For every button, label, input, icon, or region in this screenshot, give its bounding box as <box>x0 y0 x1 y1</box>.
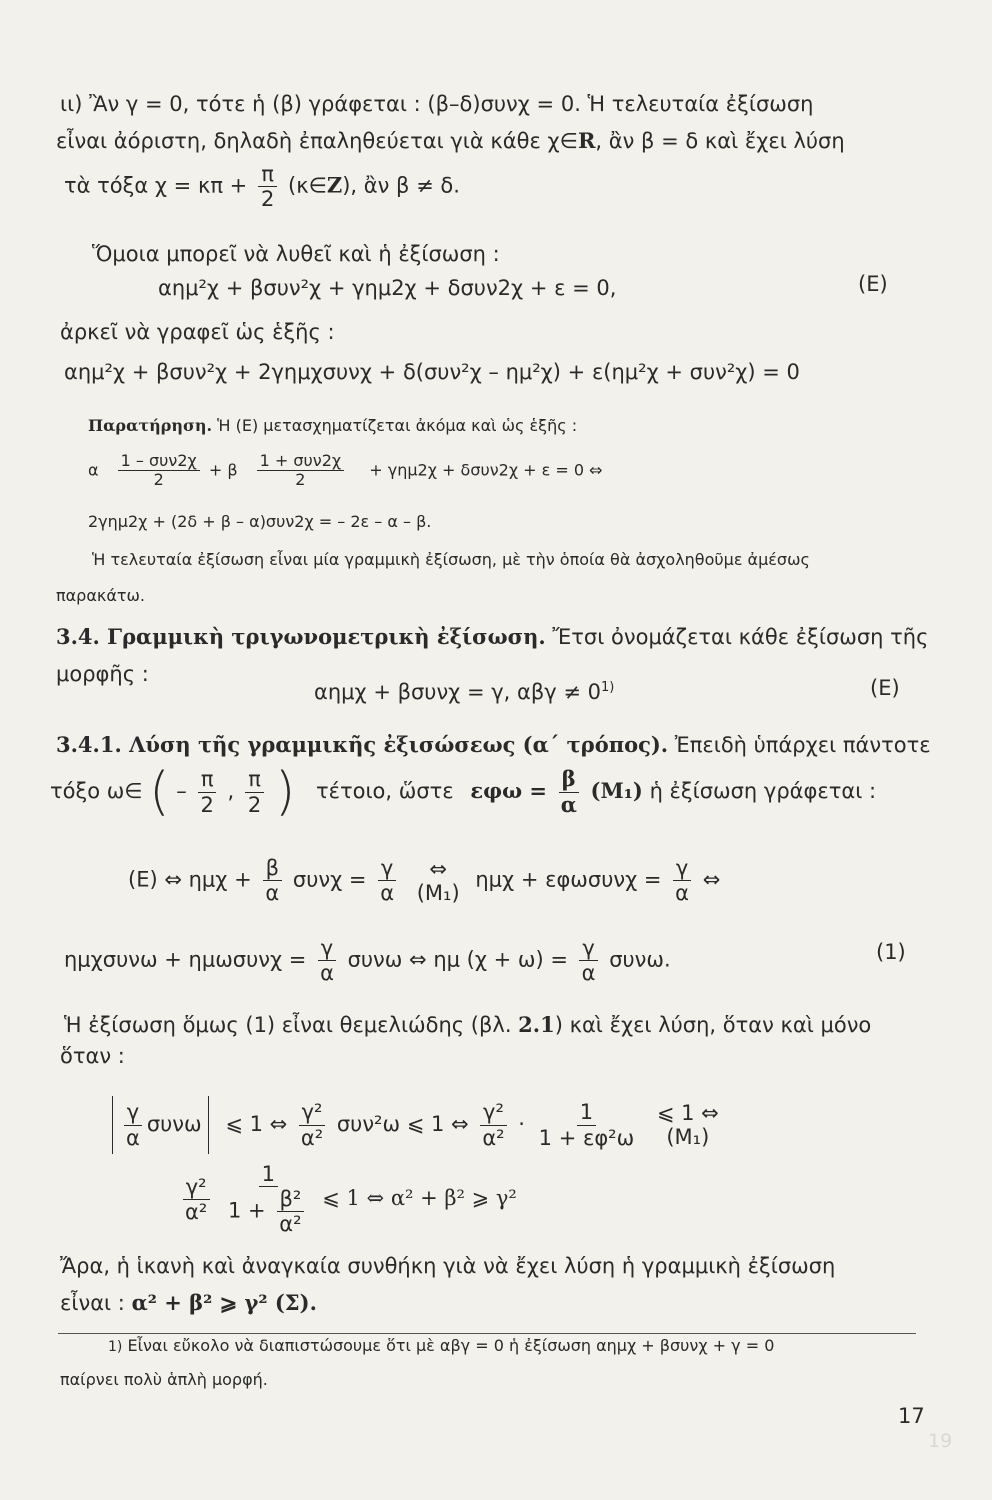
remark-equation-2: 2γημ2χ + (2δ + β – α)συν2χ = – 2ε – α – β. <box>88 512 432 531</box>
equation-chain-1: (E) ⇔ ημχ + $\frac{\beta}{\alpha}$ συνχ = $\frac{\gamma}{\alpha}$ ⇔ (M₁) ημχ + εφωσυνχ = $\frac{\gamma}{\alpha}$ ⇔ <box>128 856 721 906</box>
equation-chain-2: ημχσυνω + ημωσυνχ = $\frac{\gamma}{\alpha}$ συνω ⇔ ημ (χ + ω) = $\frac{\gamma}{\alpha}$ συνω. <box>64 936 671 986</box>
condition-chain-2: $\frac{\text{γ²}}{\text{α²}}$ 1 1 + $\frac{\text{β²}}{\text{α²}}$ ⩽ 1 ⇔ α² + β² ⩾ γ² <box>178 1162 517 1236</box>
text-line-17: τόξο ω∈ ( – $\frac{\pi}{2}$ , $\frac{\pi}{2}$ ) τέτοιο, ὥστε εφω = $\frac{\beta}{\alpha}$ (M₁) ἡ ἐξίσωση γράφεται : <box>50 762 877 822</box>
absolute-value: $\frac{\gamma}{\alpha}$ συνω <box>112 1096 209 1154</box>
section-3-4-1-heading: 3.4.1. Λύση τῆς γραμμικῆς ἐξισώσεως (α΄ τρόπος). Ἐπειδὴ ὑπάρχει πάντοτε <box>56 732 931 757</box>
fraction-pi-over-2: $\frac{\pi}{2}$ <box>258 162 277 211</box>
equation-tag-1: (1) <box>876 940 906 964</box>
text-line-20: Ἡ ἐξίσωση ὅμως (1) εἶναι θεμελιώδης (βλ. 2.1) καὶ ἔχει λύση, ὅταν καὶ μόνο <box>64 1012 872 1037</box>
bleed-through-page-number: 19 <box>928 1430 953 1452</box>
text-line-3: τὰ τόξα χ = κπ + $\frac{\pi}{2}$ (κ∈Z), ἂν β ≠ δ. <box>64 162 460 212</box>
section-3-4-heading: 3.4. Γραμμικὴ τριγωνομετρικὴ ἐξίσωση. Ἔτσι ὀνομάζεται κάθε ἐξίσωση τῆς <box>56 624 929 649</box>
text-line-25: εἶναι : α² + β² ⩾ γ² (Σ). <box>60 1290 317 1315</box>
text-line-4: Ὅμοια μπορεῖ νὰ λυθεῖ καὶ ἡ ἐξίσωση : <box>92 242 500 266</box>
text-line-11: Ἡ τελευταία ἐξίσωση εἶναι μία γραμμικὴ ἐξίσωση, μὲ τὴν ὁποία θὰ ἀσχοληθοῦμε ἀμέσως <box>92 550 810 569</box>
text-line-2: εἶναι ἀόριστη, δηλαδὴ ἐπαληθεύεται γιὰ κάθε χ∈R, ἂν β = δ καὶ ἔχει λύση <box>56 128 845 153</box>
text-line-12: παρακάτω. <box>56 586 145 605</box>
equation-tag-E: (E) <box>858 272 888 296</box>
equation-E: αημ²χ + βσυν²χ + γημ2χ + δσυν2χ + ε = 0, <box>158 276 617 300</box>
footnote-line-1: 1) Εἶναι εὔκολο νὰ διαπιστώσουμε ὅτι μὲ αβγ = 0 ἡ ἐξίσωση αημχ + βσυνχ + γ = 0 <box>108 1336 775 1355</box>
text-line-6: ἀρκεῖ νὰ γραφεῖ ὡς ἑξῆς : <box>60 320 335 344</box>
footnote-line-2: παίρνει πολὺ ἁπλὴ μορφή. <box>60 1370 268 1389</box>
footnote-divider <box>58 1333 916 1334</box>
text-line-1: ιι) Ἂν γ = 0, τότε ἡ (β) γράφεται : (β–δ)συνχ = 0. Ἡ τελευταία ἐξίσωση <box>60 92 814 116</box>
page-number: 17 <box>898 1404 925 1428</box>
remark-equation-1: α $\frac{\text{1 – συν2χ}}{2}$ + β $\frac{\text{1 + συν2χ}}{2}$ + γημ2χ + δσυν2χ + ε = 0 ⇔ <box>88 451 603 490</box>
text-line-21: ὅταν : <box>60 1044 125 1068</box>
equation-expanded: αημ²χ + βσυν²χ + 2γημχσυνχ + δ(συν²χ – ημ²χ) + ε(ημ²χ + συν²χ) = 0 <box>64 360 800 384</box>
condition-chain-1: $\frac{\gamma}{\alpha}$ συνω ⩽ 1 ⇔ $\frac{\text{γ²}}{\text{α²}}$ συν²ω ⩽ 1 ⇔ $\frac{\text{γ²}}{\text{α²}}$ · $\frac{1}{\text{1 + εφ²ω}}$ ⩽ 1 ⇔ (M₁) <box>112 1096 726 1154</box>
text-line-24: Ἄρα, ἡ ἱκανὴ καὶ ἀναγκαία συνθήκη γιὰ νὰ ἔχει λύση ἡ γραμμικὴ ἐξίσωση <box>60 1254 836 1278</box>
text-line-14: μορφῆς : <box>56 662 149 686</box>
equation-tag-E-2: (E) <box>870 676 900 700</box>
remark-heading: Παρατήρηση. Ἡ (Ε) μετασχηματίζεται ἀκόμα καὶ ὡς ἑξῆς : <box>88 416 578 435</box>
equation-linear: αημχ + βσυνχ = γ, $\alpha\beta\gamma \ne 0^{1)}$ <box>314 680 615 704</box>
